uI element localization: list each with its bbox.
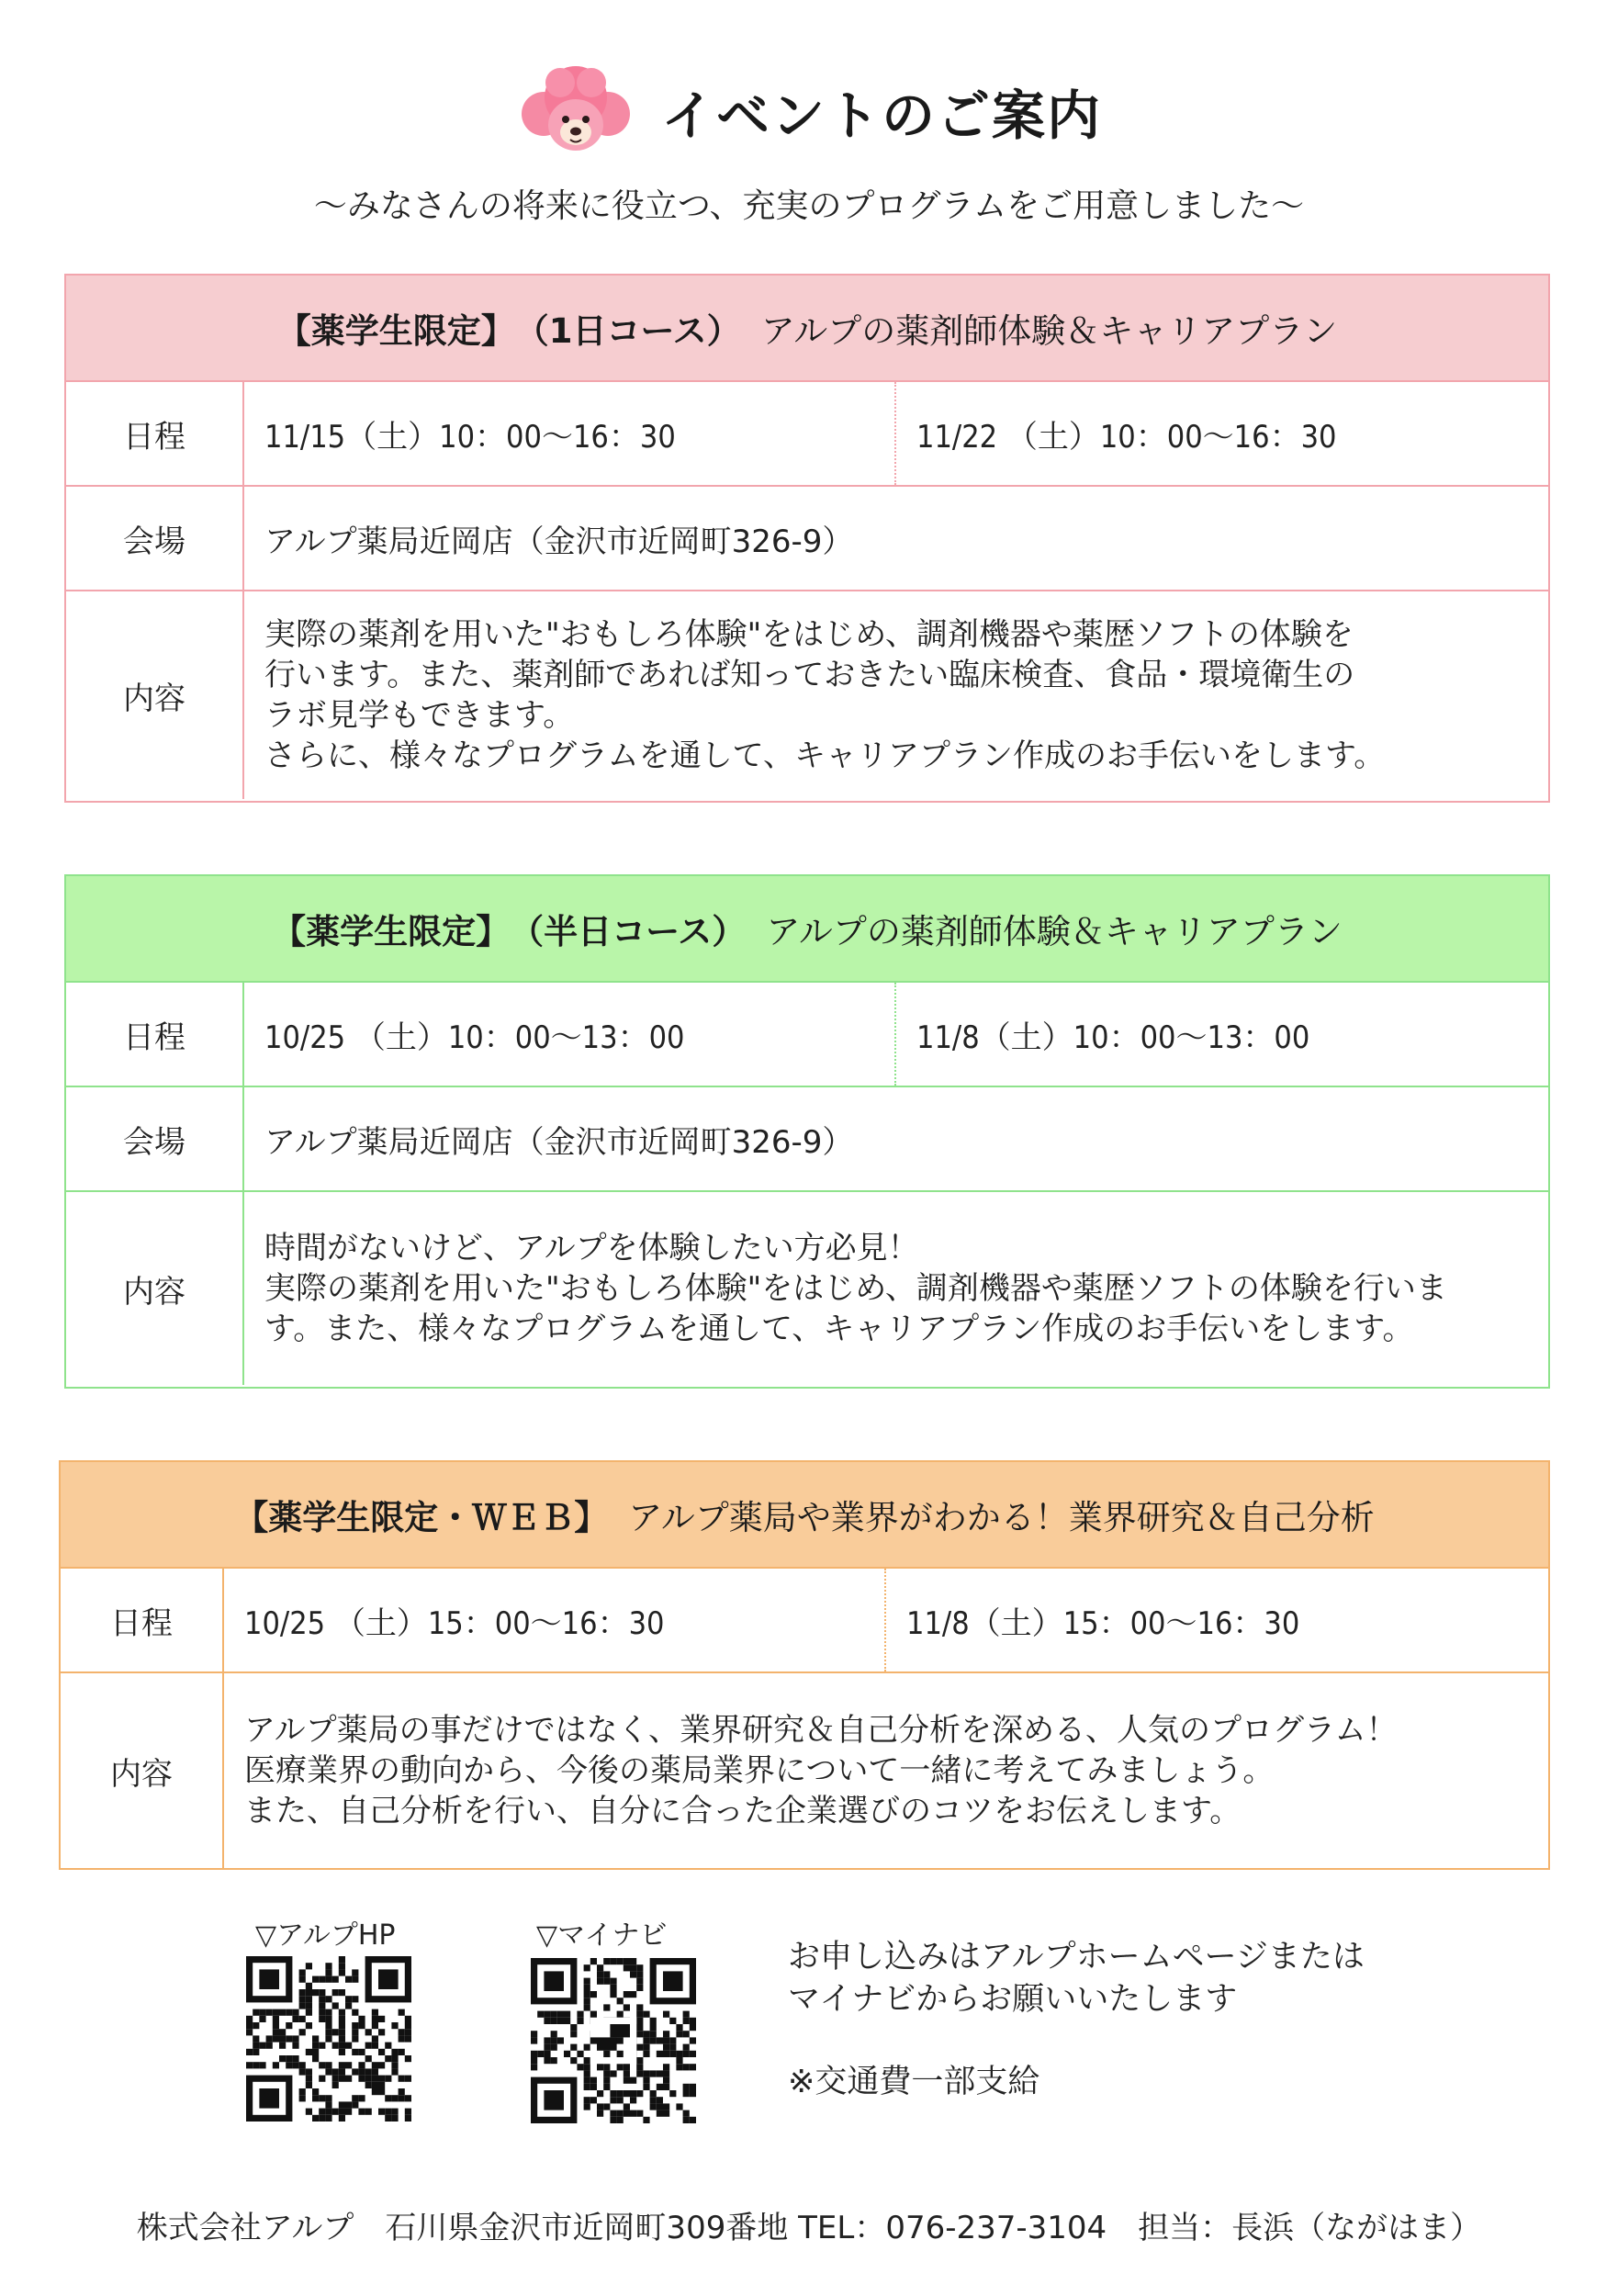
page-title: イベントのご案内 — [660, 84, 1102, 147]
content-label: 内容 — [66, 1192, 244, 1385]
pink-poodle-mascot-icon — [516, 61, 635, 162]
date-option-1: 11/15（土）10：00〜16：30 — [244, 382, 896, 485]
content-line: 実際の薬剤を用いた"おもしろ体験"をはじめ、調剤機器や薬歴ソフトの体験を — [264, 616, 1354, 653]
venue-label: 会場 — [66, 1087, 244, 1190]
section-badge: 【薬学生限定・ＷＥＢ】 — [234, 1498, 609, 1537]
content-text — [244, 1192, 1548, 1385]
content-row — [66, 591, 1548, 799]
content-row — [66, 1192, 1548, 1385]
date-option-2: 11/8（土）15：00〜16：30 — [906, 1604, 1300, 1642]
content-line: 医療業界の動向から、今後の薬局業界について一緒に考えてみましょう。 — [244, 1752, 1275, 1789]
date-option-1: 10/25 （土）10：00〜13：00 — [244, 983, 896, 1086]
application-info — [788, 1936, 1365, 2103]
content-text — [224, 1673, 1548, 1868]
venue-label: 会場 — [66, 487, 244, 590]
content-line: また、自己分析を行い、自分に合った企業選びのコツをお伝えします。 — [244, 1793, 1242, 1829]
content-line: 行います。また、薬剤師であれば知っておきたい臨床検査、食品・環境衛生の — [264, 657, 1355, 693]
date-values — [224, 1569, 1548, 1671]
venue-value: アルプ薬局近岡店（金沢市近岡町326-9） — [264, 1123, 854, 1161]
section-badge: 【薬学生限定】 — [276, 311, 515, 351]
date-option-1: 10/25 （土）15：00〜16：30 — [224, 1569, 886, 1671]
section-header — [66, 876, 1548, 983]
section-course: （半日コース） — [510, 912, 747, 951]
date-label: 日程 — [66, 382, 244, 485]
section-course: （1日コース） — [514, 311, 741, 351]
event-section-halfday — [64, 874, 1550, 1389]
date-option-2: 11/8（土）10：00〜13：00 — [916, 1019, 1310, 1056]
alp-hp-qr-caption: ▽アルプHP — [255, 1919, 396, 1952]
content-line: ラボ見学もできます。 — [264, 697, 575, 734]
company-footer: 株式会社アルプ 石川県金沢市近岡町309番地 TEL：076-237-3104 担当：長浜（ながはま） — [136, 2210, 1482, 2246]
content-line: す。また、様々なプログラムを通して、キャリアプラン作成のお手伝いをします。 — [264, 1311, 1414, 1347]
mynavi-qr-code-icon[interactable] — [531, 1958, 696, 2123]
title-row — [0, 61, 1618, 162]
date-row — [66, 983, 1548, 1087]
content-line: アルプ薬局の事だけではなく、業界研究＆自己分析を深める、人気のプログラム！ — [244, 1712, 1398, 1749]
date-option-2: 11/22 （土）10：00〜16：30 — [916, 418, 1337, 456]
content-label: 内容 — [66, 591, 244, 799]
content-row — [61, 1673, 1548, 1868]
section-name: アルプの薬剤師体験＆キャリアプラン — [760, 311, 1338, 351]
section-header — [61, 1462, 1548, 1569]
content-line: 実際の薬剤を用いた"おもしろ体験"をはじめ、調剤機器や薬歴ソフトの体験を行いま — [264, 1270, 1447, 1307]
section-header — [66, 276, 1548, 382]
event-section-1day — [64, 274, 1550, 803]
venue-row — [66, 1087, 1548, 1192]
content-text — [244, 591, 1548, 799]
venue-value: アルプ薬局近岡店（金沢市近岡町326-9） — [264, 523, 854, 560]
content-line: 時間がないけど、アルプを体験したい方必見！ — [264, 1230, 919, 1266]
content-label: 内容 — [61, 1673, 224, 1868]
date-values — [244, 382, 1548, 485]
date-values — [244, 983, 1548, 1086]
content-line: さらに、様々なプログラムを通して、キャリアプラン作成のお手伝いをします。 — [264, 737, 1386, 774]
date-label: 日程 — [66, 983, 244, 1086]
date-label: 日程 — [61, 1569, 224, 1671]
page-subtitle: 〜みなさんの将来に役立つ、充実のプログラムをご用意しました〜 — [313, 187, 1305, 225]
section-name: アルプ薬局や業界がわかる！業界研究＆自己分析 — [628, 1498, 1375, 1537]
event-section-web — [59, 1460, 1550, 1870]
travel-expense-note: ※交通費一部支給 — [788, 2064, 1040, 2100]
section-name: アルプの薬剤師体験＆キャリアプラン — [766, 912, 1343, 951]
date-row — [61, 1569, 1548, 1673]
date-row — [66, 382, 1548, 487]
alp-hp-qr-code-icon[interactable] — [246, 1956, 411, 2122]
venue-row — [66, 487, 1548, 591]
apply-line-2: マイナビからお願いいたします — [788, 1981, 1238, 2018]
mynavi-qr-caption: ▽マイナビ — [536, 1919, 668, 1952]
apply-line-1: お申し込みはアルプホームページまたは — [788, 1939, 1365, 1975]
section-badge: 【薬学生限定】 — [272, 912, 511, 951]
